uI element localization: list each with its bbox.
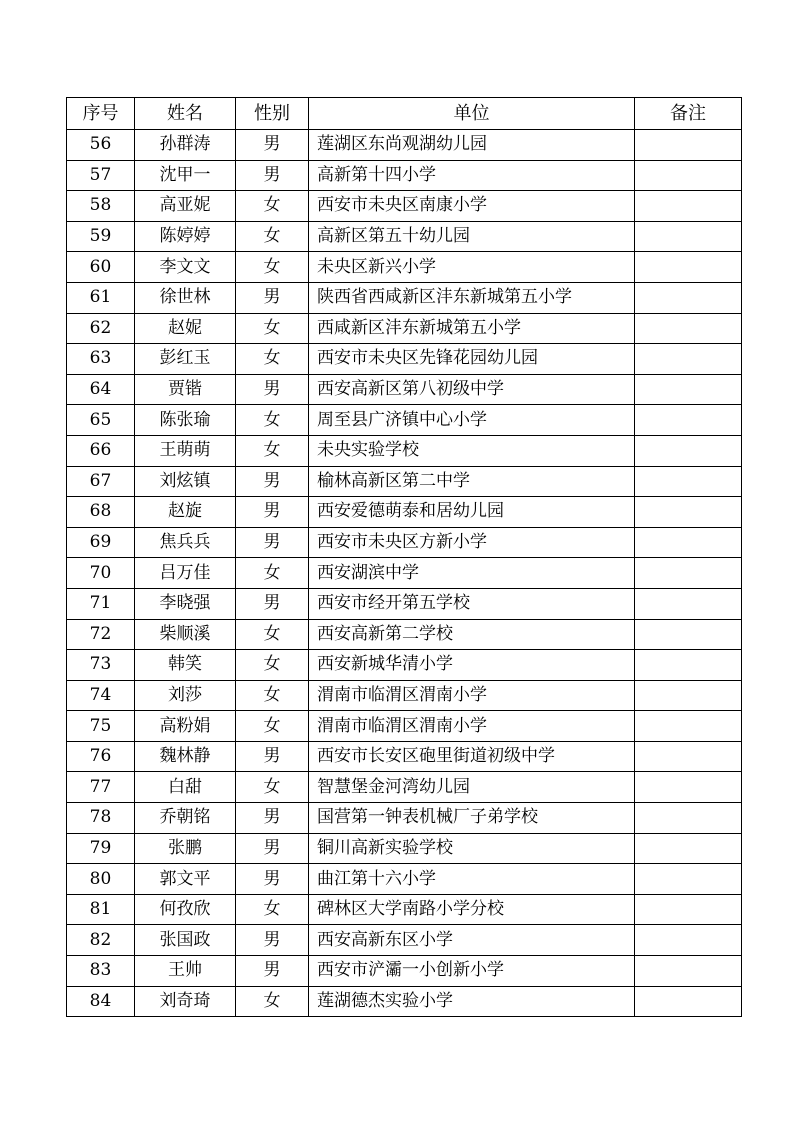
cell-unit: 未央实验学校 — [309, 435, 635, 466]
cell-name: 孙群涛 — [135, 130, 236, 161]
cell-name: 赵旋 — [135, 497, 236, 528]
cell-no: 81 — [67, 894, 135, 925]
cell-no: 63 — [67, 344, 135, 375]
cell-note — [635, 313, 742, 344]
cell-sex: 女 — [236, 894, 309, 925]
cell-name: 陈婷婷 — [135, 221, 236, 252]
cell-unit: 国营第一钟表机械厂子弟学校 — [309, 803, 635, 834]
table-row — [67, 864, 742, 895]
table-row — [67, 191, 742, 222]
cell-unit: 周至县广济镇中心小学 — [309, 405, 635, 436]
cell-no: 78 — [67, 803, 135, 834]
cell-unit: 西安市浐灞一小创新小学 — [309, 956, 635, 987]
cell-sex: 女 — [236, 650, 309, 681]
cell-unit: 西安湖滨中学 — [309, 558, 635, 589]
table-row — [67, 833, 742, 864]
table-header — [67, 98, 742, 130]
cell-name: 高亚妮 — [135, 191, 236, 222]
cell-sex: 男 — [236, 833, 309, 864]
cell-name: 焦兵兵 — [135, 527, 236, 558]
table-row — [67, 956, 742, 987]
cell-note — [635, 282, 742, 313]
cell-no: 62 — [67, 313, 135, 344]
header-unit: 单位 — [309, 98, 635, 130]
cell-note — [635, 650, 742, 681]
cell-unit: 西安市经开第五学校 — [309, 588, 635, 619]
cell-note — [635, 252, 742, 283]
cell-note — [635, 466, 742, 497]
cell-no: 73 — [67, 650, 135, 681]
table-row — [67, 466, 742, 497]
cell-no: 84 — [67, 986, 135, 1017]
cell-unit: 西安爱德萌泰和居幼儿园 — [309, 497, 635, 528]
cell-sex: 女 — [236, 344, 309, 375]
cell-note — [635, 374, 742, 405]
cell-note — [635, 130, 742, 161]
cell-no: 80 — [67, 864, 135, 895]
cell-no: 56 — [67, 130, 135, 161]
table-row — [67, 772, 742, 803]
cell-sex: 女 — [236, 252, 309, 283]
cell-unit: 未央区新兴小学 — [309, 252, 635, 283]
cell-sex: 男 — [236, 130, 309, 161]
cell-unit: 碑林区大学南路小学分校 — [309, 894, 635, 925]
cell-unit: 莲湖区东尚观湖幼儿园 — [309, 130, 635, 161]
cell-note — [635, 864, 742, 895]
cell-name: 王萌萌 — [135, 435, 236, 466]
cell-sex: 女 — [236, 619, 309, 650]
cell-sex: 男 — [236, 160, 309, 191]
cell-name: 赵妮 — [135, 313, 236, 344]
table-row — [67, 925, 742, 956]
cell-note — [635, 527, 742, 558]
table-row — [67, 221, 742, 252]
cell-note — [635, 435, 742, 466]
cell-unit: 西安高新区第八初级中学 — [309, 374, 635, 405]
cell-name: 贾锴 — [135, 374, 236, 405]
cell-sex: 女 — [236, 313, 309, 344]
cell-name: 韩笑 — [135, 650, 236, 681]
cell-no: 83 — [67, 956, 135, 987]
cell-unit: 曲江第十六小学 — [309, 864, 635, 895]
cell-unit: 铜川高新实验学校 — [309, 833, 635, 864]
cell-sex: 女 — [236, 986, 309, 1017]
cell-unit: 西安市未央区方新小学 — [309, 527, 635, 558]
cell-name: 徐世林 — [135, 282, 236, 313]
cell-note — [635, 558, 742, 589]
table-row — [67, 803, 742, 834]
cell-note — [635, 711, 742, 742]
cell-no: 66 — [67, 435, 135, 466]
table-row — [67, 160, 742, 191]
cell-note — [635, 497, 742, 528]
cell-unit: 西安高新第二学校 — [309, 619, 635, 650]
cell-name: 高粉娟 — [135, 711, 236, 742]
table-row — [67, 374, 742, 405]
cell-name: 魏林静 — [135, 741, 236, 772]
cell-note — [635, 986, 742, 1017]
cell-unit: 渭南市临渭区渭南小学 — [309, 711, 635, 742]
cell-note — [635, 833, 742, 864]
cell-sex: 女 — [236, 680, 309, 711]
cell-note — [635, 160, 742, 191]
table-row — [67, 527, 742, 558]
cell-note — [635, 772, 742, 803]
cell-no: 75 — [67, 711, 135, 742]
table-row — [67, 711, 742, 742]
cell-name: 彭红玉 — [135, 344, 236, 375]
cell-sex: 女 — [236, 772, 309, 803]
cell-name: 沈甲一 — [135, 160, 236, 191]
cell-unit: 西安新城华清小学 — [309, 650, 635, 681]
table-row — [67, 130, 742, 161]
table-row — [67, 986, 742, 1017]
cell-name: 刘炫镇 — [135, 466, 236, 497]
cell-no: 70 — [67, 558, 135, 589]
table-body — [67, 130, 742, 1017]
cell-unit: 西安市长安区砲里街道初级中学 — [309, 741, 635, 772]
cell-unit: 高新区第五十幼儿园 — [309, 221, 635, 252]
cell-sex: 女 — [236, 221, 309, 252]
cell-name: 王帅 — [135, 956, 236, 987]
header-note: 备注 — [635, 98, 742, 130]
cell-sex: 女 — [236, 191, 309, 222]
cell-unit: 榆林高新区第二中学 — [309, 466, 635, 497]
cell-note — [635, 894, 742, 925]
cell-no: 64 — [67, 374, 135, 405]
cell-no: 74 — [67, 680, 135, 711]
cell-sex: 男 — [236, 864, 309, 895]
cell-sex: 女 — [236, 435, 309, 466]
cell-name: 何孜欣 — [135, 894, 236, 925]
cell-sex: 男 — [236, 956, 309, 987]
cell-sex: 男 — [236, 497, 309, 528]
table-row — [67, 344, 742, 375]
table-row — [67, 282, 742, 313]
table-row — [67, 313, 742, 344]
participant-table — [66, 97, 742, 1017]
cell-sex: 男 — [236, 466, 309, 497]
cell-note — [635, 588, 742, 619]
cell-name: 柴顺溪 — [135, 619, 236, 650]
table-row — [67, 588, 742, 619]
cell-sex: 女 — [236, 711, 309, 742]
cell-name: 李晓强 — [135, 588, 236, 619]
table-row — [67, 252, 742, 283]
cell-note — [635, 405, 742, 436]
cell-note — [635, 925, 742, 956]
cell-note — [635, 344, 742, 375]
cell-note — [635, 619, 742, 650]
cell-unit: 莲湖德杰实验小学 — [309, 986, 635, 1017]
cell-sex: 男 — [236, 527, 309, 558]
cell-name: 张国政 — [135, 925, 236, 956]
cell-note — [635, 741, 742, 772]
cell-unit: 西安市未央区南康小学 — [309, 191, 635, 222]
table-row — [67, 894, 742, 925]
table-row — [67, 497, 742, 528]
cell-no: 77 — [67, 772, 135, 803]
cell-no: 71 — [67, 588, 135, 619]
cell-name: 张鹏 — [135, 833, 236, 864]
cell-sex: 女 — [236, 558, 309, 589]
cell-no: 82 — [67, 925, 135, 956]
cell-name: 吕万佳 — [135, 558, 236, 589]
cell-unit: 高新第十四小学 — [309, 160, 635, 191]
cell-note — [635, 956, 742, 987]
cell-no: 67 — [67, 466, 135, 497]
cell-sex: 男 — [236, 741, 309, 772]
cell-no: 69 — [67, 527, 135, 558]
header-no: 序号 — [67, 98, 135, 130]
cell-sex: 男 — [236, 374, 309, 405]
cell-unit: 渭南市临渭区渭南小学 — [309, 680, 635, 711]
table-row — [67, 435, 742, 466]
cell-no: 59 — [67, 221, 135, 252]
table-row — [67, 741, 742, 772]
cell-sex: 男 — [236, 925, 309, 956]
cell-name: 白甜 — [135, 772, 236, 803]
cell-no: 61 — [67, 282, 135, 313]
cell-name: 郭文平 — [135, 864, 236, 895]
header-name: 姓名 — [135, 98, 236, 130]
table-row — [67, 619, 742, 650]
header-row — [67, 98, 742, 130]
cell-unit: 西安高新东区小学 — [309, 925, 635, 956]
cell-note — [635, 191, 742, 222]
table-row — [67, 650, 742, 681]
cell-no: 72 — [67, 619, 135, 650]
cell-name: 陈张瑜 — [135, 405, 236, 436]
cell-no: 58 — [67, 191, 135, 222]
cell-sex: 男 — [236, 282, 309, 313]
cell-note — [635, 680, 742, 711]
cell-unit: 智慧堡金河湾幼儿园 — [309, 772, 635, 803]
table-row — [67, 405, 742, 436]
cell-name: 刘奇琦 — [135, 986, 236, 1017]
cell-name: 刘莎 — [135, 680, 236, 711]
cell-no: 65 — [67, 405, 135, 436]
cell-unit: 西咸新区沣东新城第五小学 — [309, 313, 635, 344]
cell-no: 57 — [67, 160, 135, 191]
cell-no: 68 — [67, 497, 135, 528]
cell-name: 李文文 — [135, 252, 236, 283]
table-row — [67, 680, 742, 711]
cell-unit: 西安市未央区先锋花园幼儿园 — [309, 344, 635, 375]
cell-no: 79 — [67, 833, 135, 864]
cell-sex: 男 — [236, 803, 309, 834]
cell-note — [635, 221, 742, 252]
cell-sex: 男 — [236, 588, 309, 619]
header-sex: 性别 — [236, 98, 309, 130]
table-row — [67, 558, 742, 589]
cell-sex: 女 — [236, 405, 309, 436]
cell-unit: 陕西省西咸新区沣东新城第五小学 — [309, 282, 635, 313]
cell-note — [635, 803, 742, 834]
cell-no: 76 — [67, 741, 135, 772]
cell-no: 60 — [67, 252, 135, 283]
cell-name: 乔朝铭 — [135, 803, 236, 834]
